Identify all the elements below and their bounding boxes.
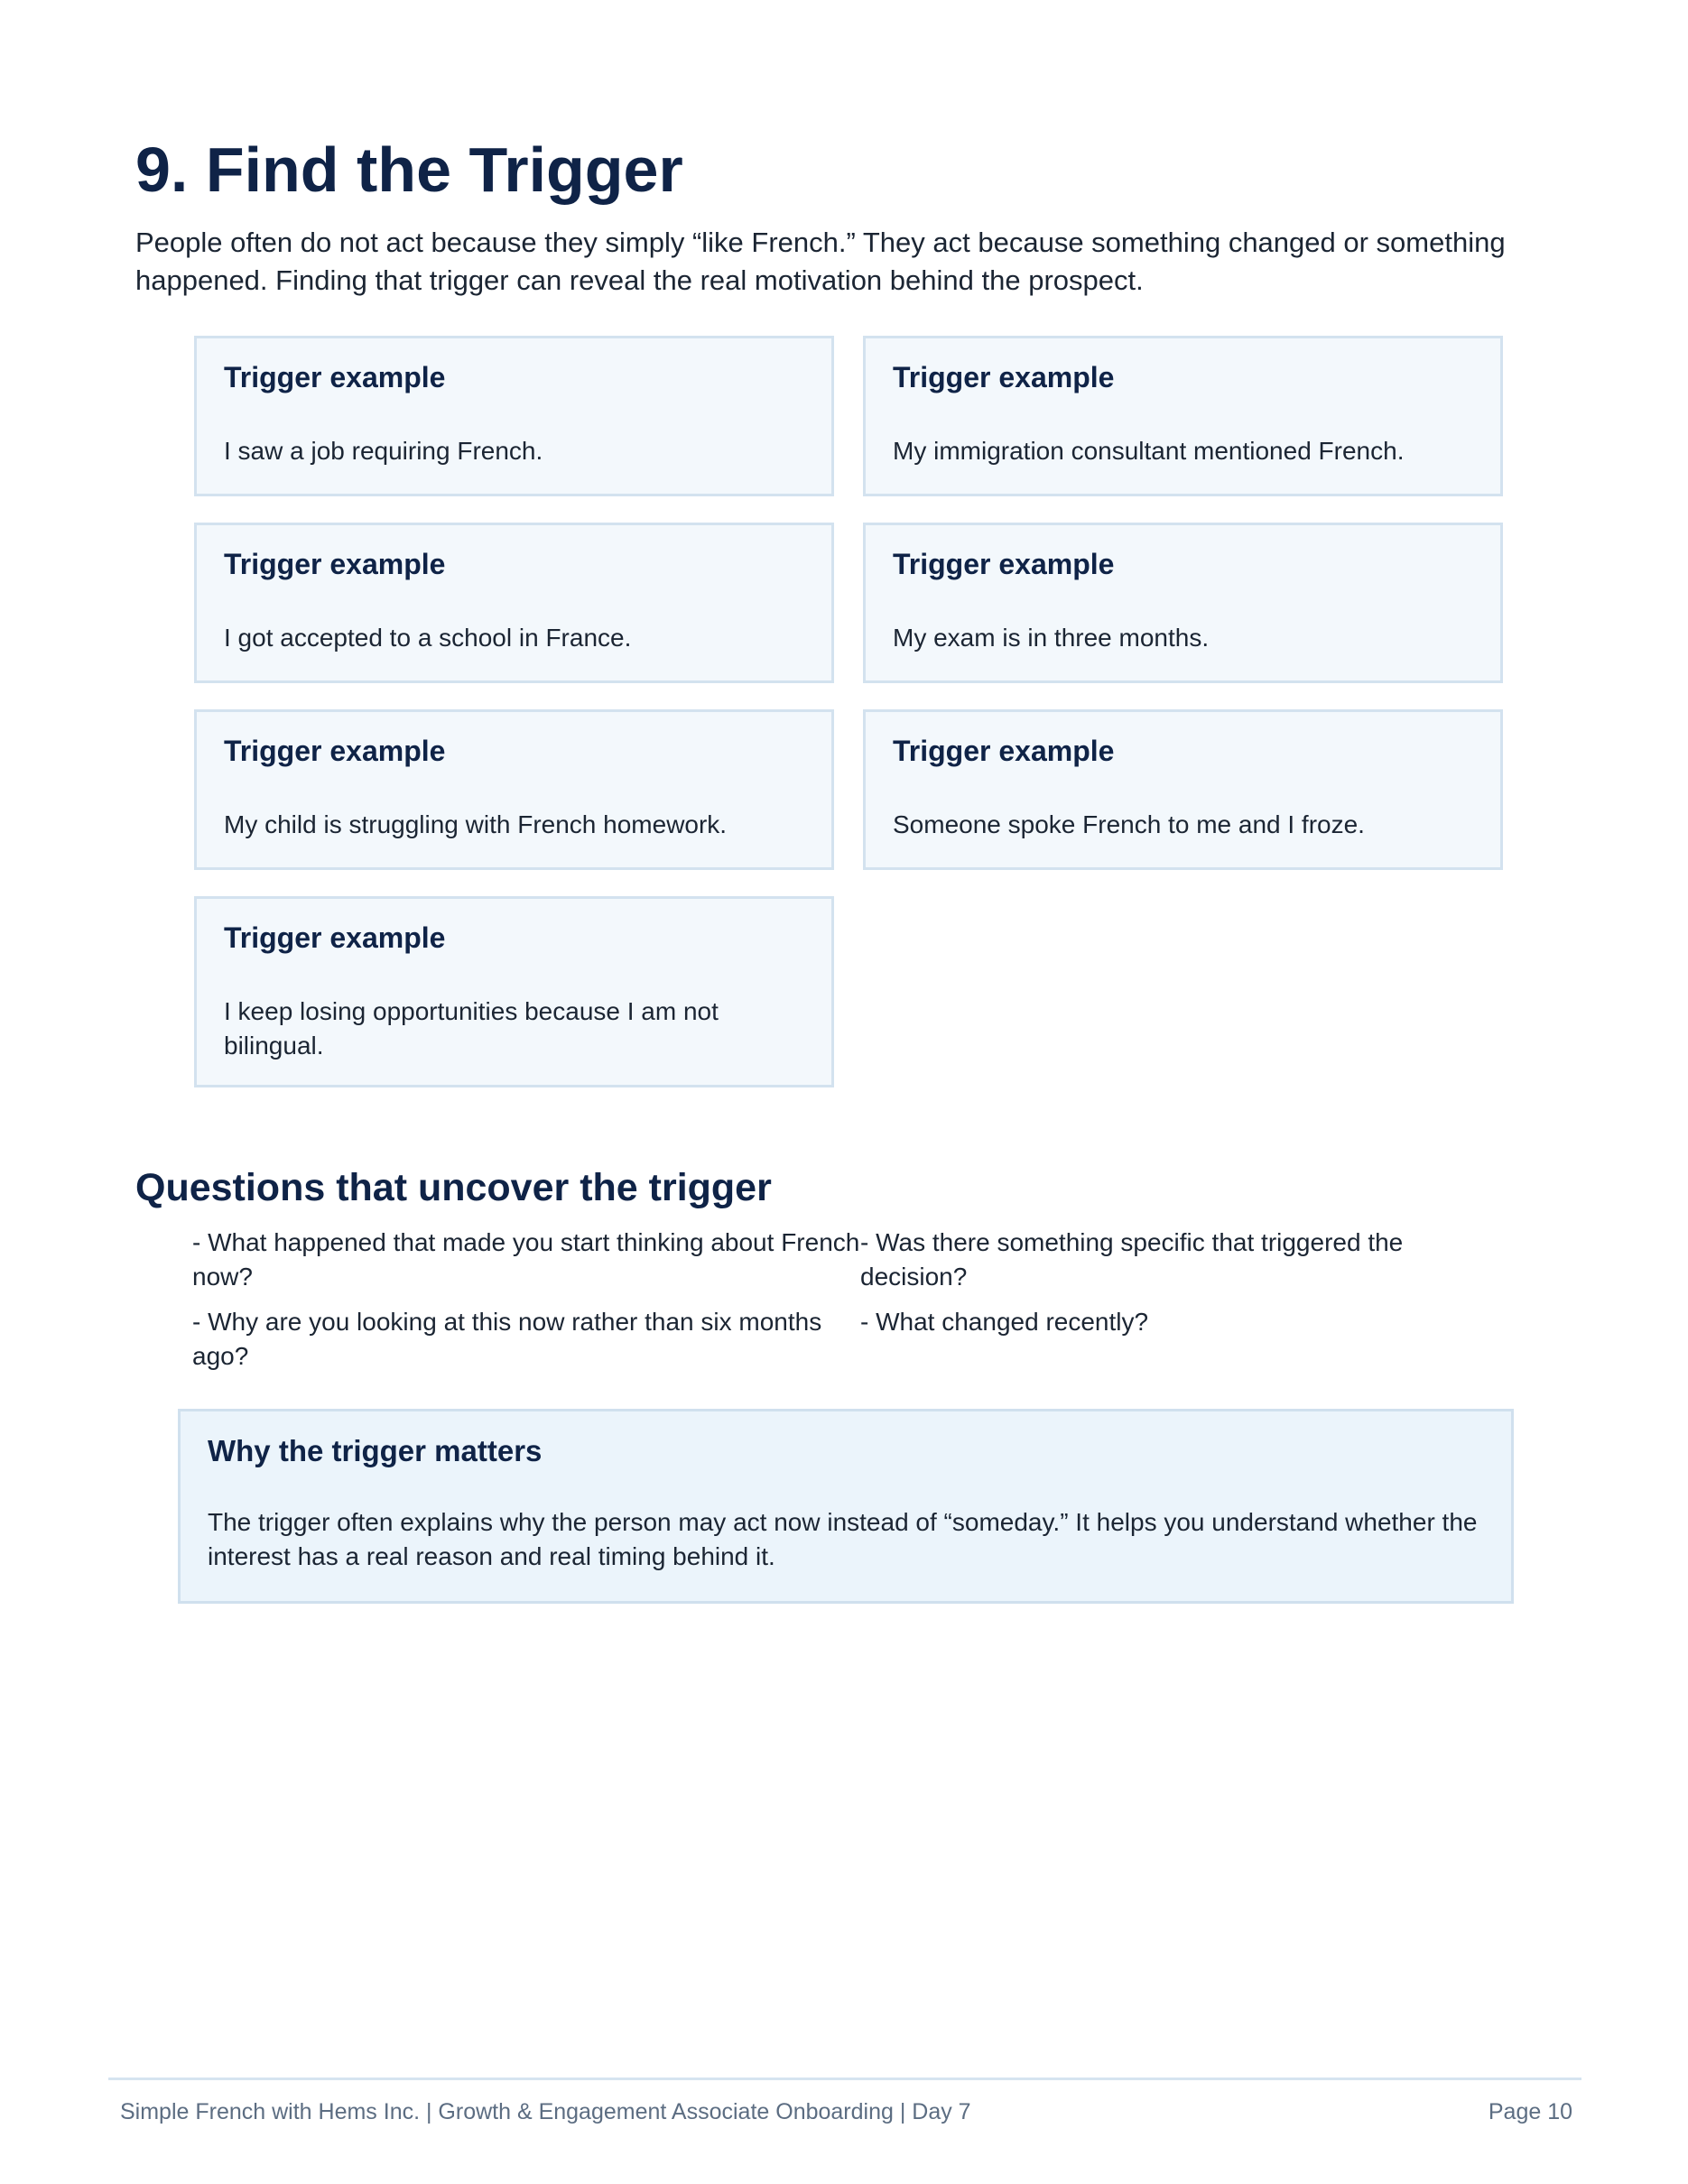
callout-title: Why the trigger matters xyxy=(208,1434,543,1467)
question-item: - What changed recently? xyxy=(860,1308,1149,1336)
footer-divider xyxy=(108,2078,1581,2080)
footer-text: Simple French with Hems Inc. | Growth & Engagement Associate Onboarding | Day 7 xyxy=(120,2099,971,2124)
trigger-card-text: I keep losing opportunities because I am not bilingual. xyxy=(224,997,719,1060)
trigger-card-text: My exam is in three months. xyxy=(893,624,1210,652)
question-item: - Why are you looking at this now rather than six months ago? xyxy=(192,1308,822,1370)
trigger-card xyxy=(194,896,834,1087)
questions-list xyxy=(192,1226,1474,1374)
trigger-card xyxy=(863,709,1503,870)
question-item: - Was there something specific that triggered the decision? xyxy=(860,1228,1404,1291)
trigger-card-title: Trigger example xyxy=(893,361,1115,393)
trigger-matters-callout xyxy=(178,1409,1514,1604)
question-item: - What happened that made you start thinking about French now? xyxy=(192,1228,860,1291)
trigger-card xyxy=(194,336,834,496)
page-number: Page 10 xyxy=(1488,2099,1572,2124)
trigger-card-text: I got accepted to a school in France. xyxy=(224,624,632,652)
trigger-card-text: My child is struggling with French homework. xyxy=(224,810,728,838)
trigger-card xyxy=(863,523,1503,683)
trigger-card-title: Trigger example xyxy=(893,548,1115,580)
trigger-card-title: Trigger example xyxy=(224,548,446,580)
trigger-card-text: Someone spoke French to me and I froze. xyxy=(893,810,1365,838)
trigger-card-title: Trigger example xyxy=(224,921,446,954)
trigger-card xyxy=(194,709,834,870)
trigger-card xyxy=(863,336,1503,496)
trigger-card-title: Trigger example xyxy=(893,735,1115,767)
trigger-card-title: Trigger example xyxy=(224,735,446,767)
page-title: 9. Find the Trigger xyxy=(135,134,683,205)
trigger-card xyxy=(194,523,834,683)
trigger-card-title: Trigger example xyxy=(224,361,446,393)
trigger-card-text: I saw a job requiring French. xyxy=(224,437,543,465)
callout-text: The trigger often explains why the person may act now instead of “someday.” It helps you understand whether the interest has a real reason and real timing behind it. xyxy=(208,1508,1478,1570)
questions-heading: Questions that uncover the trigger xyxy=(135,1166,772,1209)
trigger-examples-grid xyxy=(194,336,1503,1087)
trigger-card-text: My immigration consultant mentioned French. xyxy=(893,437,1405,465)
intro-paragraph: People often do not act because they simply “like French.” They act because something changed or something happened. Finding that trigger can reveal the real motivation behind the prospect. xyxy=(135,227,1506,296)
